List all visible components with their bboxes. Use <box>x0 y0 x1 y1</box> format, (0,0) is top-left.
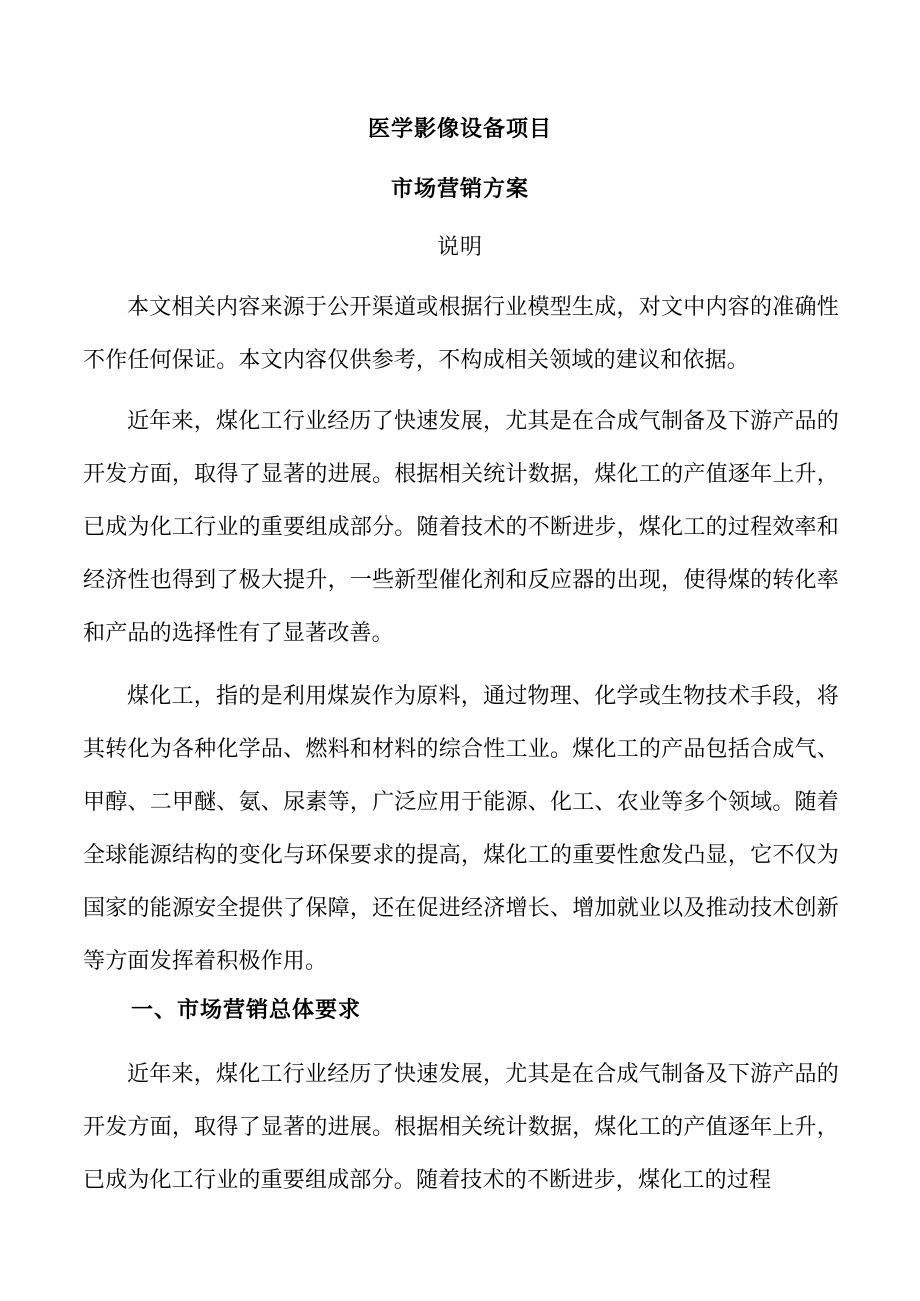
body-paragraph: 煤化工，指的是利用煤炭作为原料，通过物理、化学或生物技术手段，将其转化为各种化学品、燃料和材料的综合性工业。煤化工的产品包括合成气、甲醇、二甲醚、氨、尿素等，广泛应用于能源、化工、农业等多个领域。随着全球能源结构的变化与环保要求的提高，煤化工的重要性愈发凸显，它不仅为国家的能源安全提供了保障，还在促进经济增长、增加就业以及推动技术创新等方面发挥着积极作用。 <box>83 684 839 974</box>
document-subtitle-title: 市场营销方案 <box>390 176 529 202</box>
document-title: 医学影像设备项目 <box>367 116 552 142</box>
body-paragraph: 近年来，煤化工行业经历了快速发展，尤其是在合成气制备及下游产品的开发方面，取得了显著的进展。根据相关统计数据，煤化工的产值逐年上升，已成为化工行业的重要组成部分。随着技术的不断进步，煤化工的过程效率和经济性也得到了极大提升，一些新型催化剂和反应器的出现，使得煤的转化率和产品的选择性有了显著改善。 <box>83 409 839 646</box>
section-body-paragraph: 近年来，煤化工行业经历了快速发展，尤其是在合成气制备及下游产品的开发方面，取得了显著的进展。根据相关统计数据，煤化工的产值逐年上升，已成为化工行业的重要组成部分。随着技术的不断进步，煤化工的过程 <box>83 1062 839 1193</box>
section-label-explanation: 说明 <box>436 235 483 260</box>
disclaimer-paragraph: 本文相关内容来源于公开渠道或根据行业模型生成，对文中内容的准确性不作任何保证。本文内容仅供参考，不构成相关领域的建议和依据。 <box>83 295 839 373</box>
section-heading: 一、市场营销总体要求 <box>131 997 362 1023</box>
